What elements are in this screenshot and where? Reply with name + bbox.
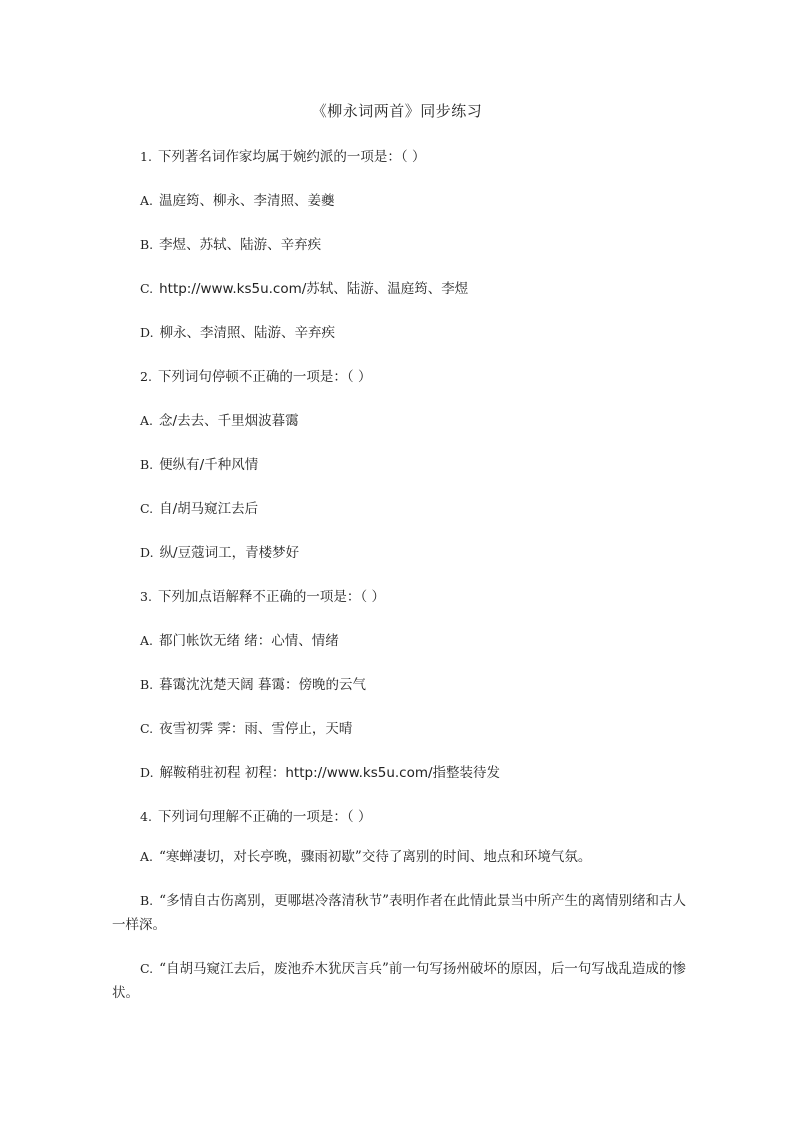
- question-number: 3.: [140, 589, 152, 604]
- option-letter: B.: [140, 237, 154, 252]
- option-text: 暮霭沈沈楚天阔 暮霭：傍晚的云气: [159, 677, 366, 693]
- option-letter: B.: [140, 677, 154, 692]
- question-2-option-a: [140, 409, 299, 429]
- option-text: 都门帐饮无绪 绪：心情、情绪: [159, 633, 339, 649]
- question-number: 1.: [140, 149, 152, 164]
- question-4-stem: [140, 805, 371, 825]
- question-1-option-a: [140, 189, 335, 209]
- question-3-option-c: [140, 717, 352, 737]
- option-letter: A.: [140, 849, 154, 864]
- option-letter: D.: [140, 765, 154, 780]
- question-number: 2.: [140, 369, 152, 384]
- option-text: http://www.ks5u.com/苏轼、陆游、温庭筠、李煜: [159, 281, 469, 297]
- question-3-stem: [140, 585, 385, 605]
- question-3-option-b: [140, 673, 366, 693]
- question-text: 下列加点语解释不正确的一项是：（ ）: [157, 589, 385, 605]
- option-text: 解鞍稍驻初程 初程：http://www.ks5u.com/指整装待发: [159, 765, 501, 781]
- option-text: “多情自古伤离别，更哪堪冷落清秋节”表明作者在此情此景当中所产生的离情别绪和古人一样深。: [112, 893, 686, 933]
- question-2-option-d: [140, 541, 299, 561]
- option-text: 自/胡马窥江去后: [159, 501, 259, 517]
- option-letter: D.: [140, 325, 154, 340]
- option-text: 纵/豆蔻词工，青楼梦好: [159, 545, 300, 561]
- option-letter: C.: [140, 281, 154, 296]
- option-letter: C.: [140, 501, 154, 516]
- question-1-option-d: [140, 321, 335, 341]
- option-letter: C.: [140, 961, 154, 976]
- page-title: 《柳永词两首》同步练习: [311, 102, 483, 120]
- option-text: 柳永、李清照、陆游、辛弃疾: [159, 325, 336, 341]
- option-letter: A.: [140, 413, 154, 428]
- option-letter: B.: [140, 457, 154, 472]
- option-letter: B.: [140, 893, 154, 908]
- option-text: 念/去去、千里烟波暮霭: [159, 413, 299, 429]
- question-3-option-a: [140, 629, 339, 649]
- option-letter: D.: [140, 545, 154, 560]
- question-text: 下列词句理解不正确的一项是：（ ）: [157, 809, 372, 825]
- question-text: 下列词句停顿不正确的一项是：（ ）: [157, 369, 372, 385]
- question-4-option-c: [112, 957, 686, 1005]
- question-1-option-c: [140, 277, 468, 297]
- option-letter: A.: [140, 633, 154, 648]
- question-4-option-a: [112, 845, 686, 869]
- question-2-stem: [140, 365, 371, 385]
- question-2-option-b: [140, 453, 258, 473]
- option-letter: A.: [140, 193, 154, 208]
- option-text: “寒蝉凄切，对长亭晚，骤雨初歇”交待了离别的时间、地点和环境气氛。: [159, 849, 592, 865]
- question-1-option-b: [140, 233, 321, 253]
- question-4-option-b: [112, 889, 686, 937]
- option-text: 温庭筠、柳永、李清照、姜夔: [159, 193, 335, 209]
- question-2-option-c: [140, 497, 258, 517]
- option-text: 夜雪初霁 霁：雨、雪停止，天晴: [159, 721, 353, 737]
- option-text: 李煜、苏轼、陆游、辛弃疾: [159, 237, 322, 253]
- option-text: “自胡马窥江去后，废池乔木犹厌言兵”前一句写扬州破坏的原因，后一句写战乱造成的惨状。: [112, 961, 686, 1001]
- question-number: 4.: [140, 809, 152, 824]
- question-1-stem: [140, 145, 425, 165]
- question-text: 下列著名词作家均属于婉约派的一项是：（ ）: [157, 149, 426, 165]
- option-text: 便纵有/千种风情: [159, 457, 259, 473]
- question-3-option-d: [140, 761, 500, 781]
- option-letter: C.: [140, 721, 154, 736]
